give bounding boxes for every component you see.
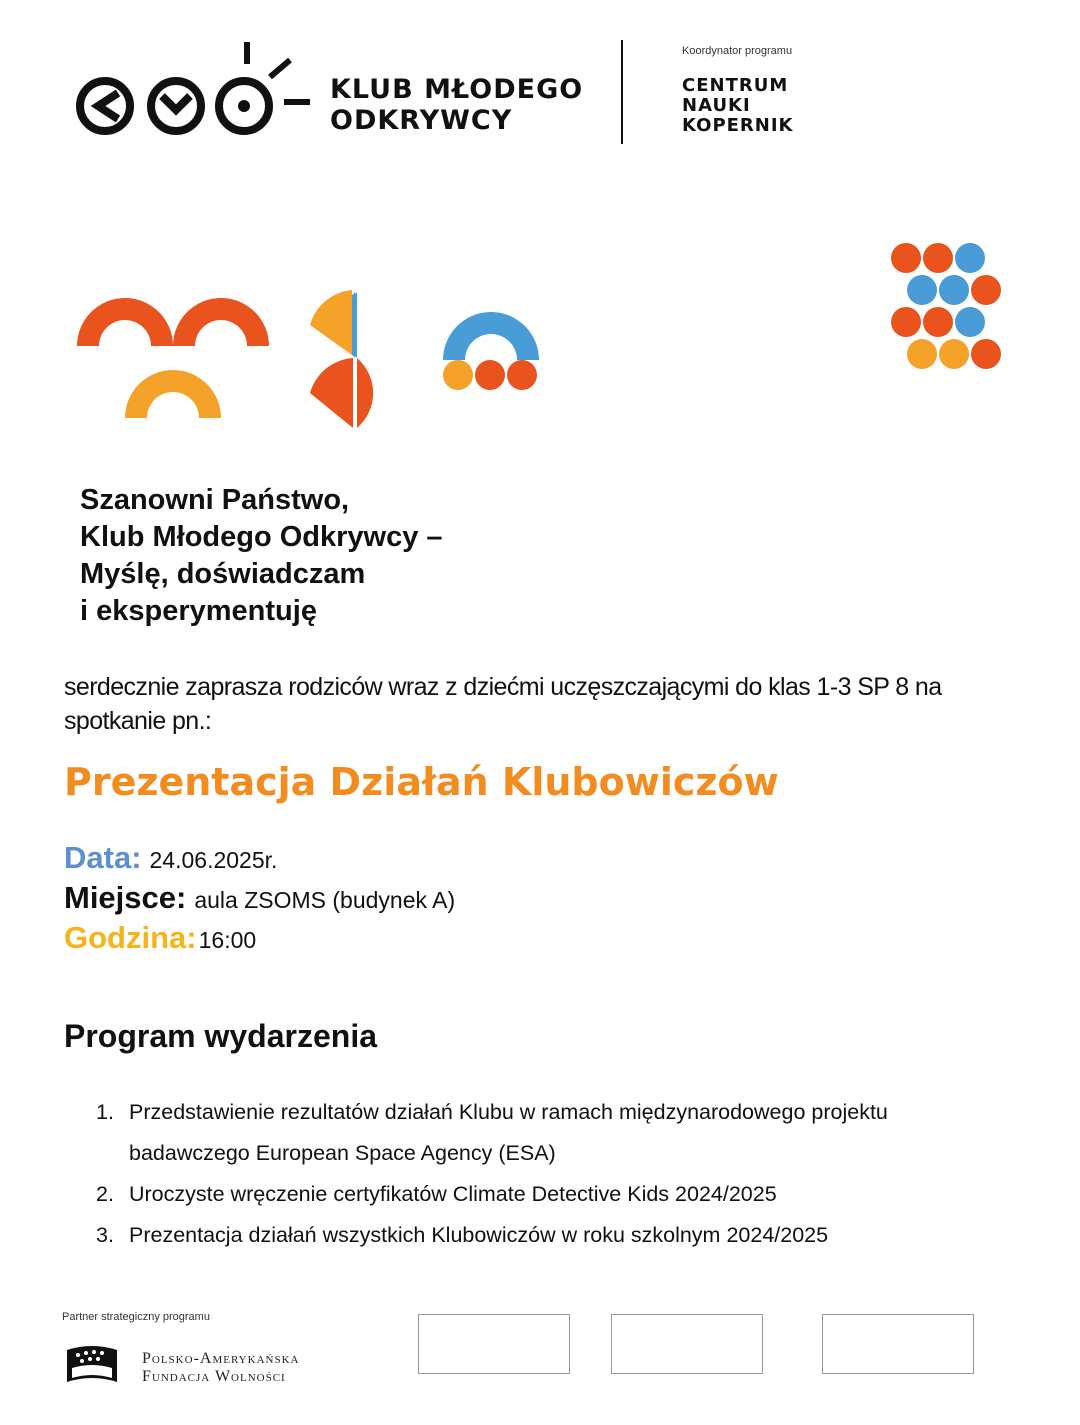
list-item-text: Prezentacja działań wszystkich Klubowiczów w roku szkolnym 2024/2025 (129, 1223, 829, 1247)
club-logo-text (330, 74, 583, 136)
list-item-text: Uroczyste wręczenie certyfikatów Climate Detective Kids 2024/2025 (129, 1182, 777, 1206)
program-title: Program wydarzenia (64, 1018, 377, 1054)
list-item-number: 2. (96, 1182, 114, 1206)
dot-grid-icon (886, 240, 1006, 375)
partner-logo-line: Polsko-Amerykańska (142, 1350, 300, 1367)
date-row (64, 840, 277, 876)
logo-placeholder-box (611, 1314, 763, 1374)
time-label: Godzina: (64, 920, 197, 955)
list-item (96, 1174, 956, 1215)
centrum-nauki-kopernik-logo (682, 76, 794, 136)
greeting-heading (80, 482, 443, 630)
list-item-number: 3. (96, 1223, 114, 1247)
list-item-number: 1. (96, 1100, 114, 1124)
invitation-text: serdecznie zaprasza rodziców wraz z dziećmi uczęszczającymi do klas 1-3 SP 8 na spotkanie pn.: (64, 673, 942, 735)
time-value: 16:00 (198, 927, 257, 953)
logo-placeholder-box (822, 1314, 974, 1374)
decorative-shapes-icon (70, 280, 550, 430)
partner-logo-line: Fundacja Wolności (142, 1368, 286, 1385)
header-divider (621, 40, 623, 144)
coordinator-logo-line: KOPERNIK (682, 115, 794, 136)
place-label: Miejsce: (64, 880, 187, 915)
greeting-line: Szanowni Państwo, (80, 484, 350, 516)
greeting-line: Klub Młodego Odkrywcy – (80, 521, 443, 553)
coordinator-logo-line: NAUKI (682, 95, 751, 116)
date-value: 24.06.2025r. (149, 847, 278, 873)
partner-logo-text (142, 1350, 299, 1386)
time-row (64, 920, 256, 956)
place-row (64, 880, 455, 916)
logo-placeholder-box (418, 1314, 570, 1374)
event-title: Prezentacja Działań Klubowiczów (64, 760, 779, 804)
greeting-line: Myślę, doświadczam (80, 558, 366, 590)
club-logo-line: ODKRYWCY (330, 105, 513, 136)
klub-mlodego-odkrywcy-logo-icon (74, 40, 314, 140)
club-logo-line: KLUB MŁODEGO (330, 74, 584, 105)
coordinator-logo-line: CENTRUM (682, 75, 789, 96)
partner-label: Partner strategiczny programu (62, 1311, 210, 1323)
place-value: aula ZSOMS (budynek A) (194, 887, 456, 913)
greeting-line: i eksperymentuję (80, 595, 317, 627)
program-list (96, 1092, 956, 1256)
list-item-text: Przedstawienie rezultatów działań Klubu w ramach międzynarodowego projektu badawczego European Space Agency (ESA) (129, 1100, 888, 1165)
coordinator-label: Koordynator programu (682, 45, 793, 57)
list-item (96, 1092, 956, 1174)
date-label: Data: (64, 840, 142, 875)
list-item (96, 1215, 956, 1256)
flag-emblem-icon (64, 1342, 120, 1390)
